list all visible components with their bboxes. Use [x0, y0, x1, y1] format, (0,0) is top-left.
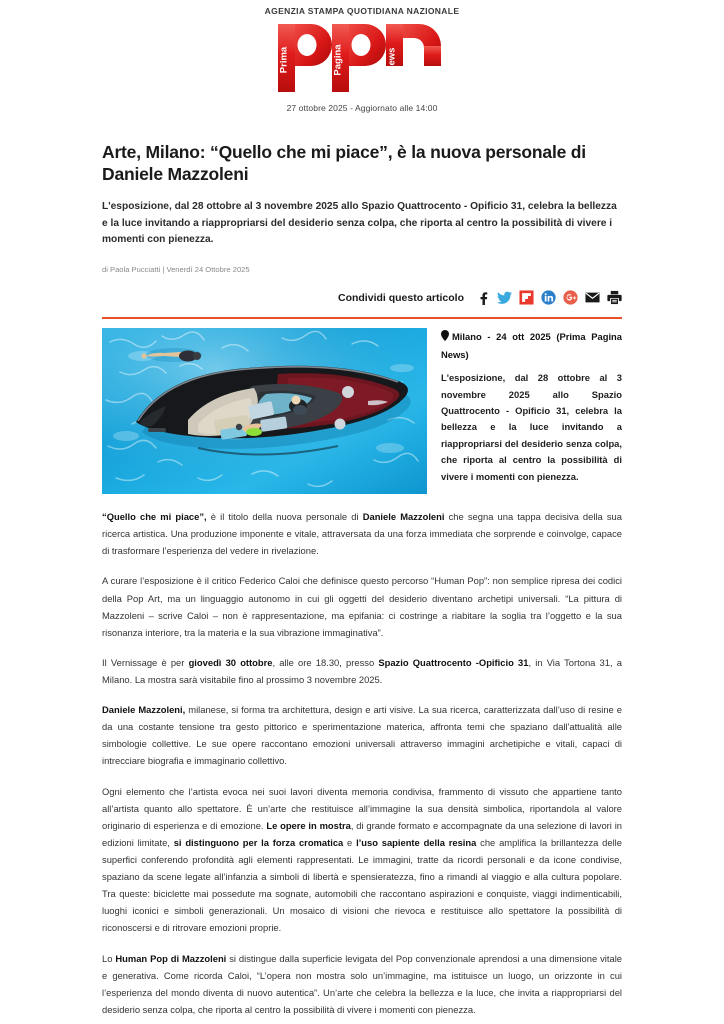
- side-lead-text: L'esposizione, dal 28 ottobre al 3 novembre 2025 allo Spazio Quattrocento - Opificio 31, celebra la bellezza e la luce invitando a riappropriarsi del desiderio senza colpa, che riporta al centro la possibilità di vivere i momenti con pienezza.: [441, 372, 622, 482]
- p5-works: Le opere in mostra: [266, 819, 351, 831]
- article-body: [102, 494, 622, 1018]
- article-byline: di Paola Pucciatti | Venerdì 24 Ottobre 2025: [102, 264, 250, 274]
- site-logo[interactable]: [274, 20, 450, 96]
- photo-side-text: [441, 328, 622, 485]
- facebook-icon[interactable]: [475, 290, 490, 305]
- print-icon[interactable]: [607, 290, 622, 305]
- article-standfirst: L'esposizione, dal 28 ottobre al 3 novembre 2025 allo Spazio Quattrocento - Opificio 31, celebra la bellezza e la luce invitando a riappropriarsi del desiderio senza colpa, che riporta al centro la possibilità di vivere i momenti con pienezza.: [102, 201, 617, 246]
- flipboard-icon[interactable]: [519, 290, 534, 305]
- p3-date: giovedì 30 ottobre: [188, 656, 273, 668]
- twitter-icon[interactable]: [497, 290, 512, 305]
- site-tagline: AGENZIA STAMPA QUOTIDIANA NAZIONALE: [264, 6, 460, 16]
- svg-text:News: News: [386, 47, 398, 73]
- p3-venue: Spazio Quattrocento -Opificio 31: [378, 656, 529, 668]
- p1-quote: “Quello che mi piace”,: [102, 511, 207, 523]
- red-divider: [102, 317, 622, 320]
- p3-a: Il Vernissage è per: [102, 656, 189, 668]
- linkedin-icon[interactable]: [541, 290, 556, 305]
- p5-e: e: [343, 836, 357, 848]
- masthead-date: 27 ottobre 2025 - Aggiornato alle 14:00: [286, 103, 438, 113]
- p5-resin: l’uso sapiente della resina: [356, 836, 477, 848]
- ppn-logo-icon: [274, 20, 450, 96]
- p1-rest: che segna una tappa decisiva della sua ricerca artistica. Una produzione imponente e vitale, attraversata da una forza immediata che sorprende e coinvolge, capace di trasformare l’esperienza del vedere in rivelazione.: [102, 511, 622, 557]
- side-dateline-paragraph: [441, 329, 622, 363]
- body-paragraph-6: [102, 950, 622, 1018]
- body-paragraph-1: [102, 508, 622, 559]
- media-row: [102, 328, 622, 494]
- email-icon[interactable]: [585, 290, 600, 305]
- googleplus-icon[interactable]: [563, 290, 578, 305]
- body-paragraph-3: [102, 654, 622, 688]
- p1-artist: Daniele Mazzoleni: [362, 511, 445, 523]
- p5-chroma: si distinguono per la forza cromatica: [173, 836, 344, 848]
- p4-artist: Daniele Mazzoleni,: [102, 704, 186, 716]
- p1-mid: è il titolo della nuova personale di: [206, 511, 363, 523]
- article-photo: [102, 328, 427, 494]
- svg-text:Pagina: Pagina: [332, 44, 344, 76]
- side-dateline: Milano - 24 ott 2025 (Prima Pagina News): [441, 331, 622, 360]
- page-title: Arte, Milano: “Quello che mi piace”, è la nuova personale di Daniele Mazzoleni: [102, 142, 586, 185]
- p6-humanpop: Human Pop di Mazzoleni: [115, 952, 227, 964]
- p4-rest: milanese, si forma tra architettura, design e arti visive. La sua ricerca, caratterizzata dall’uso di resine e da una costante tensione tra gesto pittorico e sperimentazione materica, affronta temi che spaziano dall'attualità alle simbologie collettive. Le sue opere raccontano emozioni universali attraverso immagini archetipiche e vitali, capaci di intrecciare biografia e immaginario collettivo.: [102, 704, 622, 767]
- site-masthead: [0, 0, 724, 113]
- share-label: Condividi questo articolo: [337, 291, 464, 304]
- p3-e: , in Via Tortona 31, a Milano. La mostra sarà visitabile fino al prossimo 3 novembre 2025.: [102, 656, 622, 686]
- article-container: [102, 113, 622, 1018]
- p5-a: Ogni elemento che l’artista evoca nei suoi lavori diventa memoria condivisa, frammento di vissuto che appartiene tanto all’artista quanto allo spettatore. È un’arte che restituisce all’immagine la sua densità simbolica, riportandola al valore originario di esperienza e di emozione.: [102, 785, 622, 831]
- location-pin-icon: [441, 330, 449, 346]
- body-paragraph-4: [102, 701, 622, 769]
- p6-c: si distingue dalla superficie levigata del Pop convenzionale aprendosi a una dimensione vitale e generativa. Come ricorda Caloi, “L’opera non mostra solo un’immagine, ma istituisce un luogo, un orizzonte in cui l’esperienza del mondo diventa di nuovo autentica”. Un’arte che celebra la bellezza e la luce, che invita a riappropriarsi del desiderio senza colpa, che riporta al centro la possibilità di vivere i momenti con pienezza.: [102, 952, 622, 1015]
- p6-a: Lo: [102, 952, 116, 964]
- p5-c: , di grande formato e accompagnate da una selezione di lavori in edizioni limitate,: [102, 819, 622, 848]
- body-paragraph-2: A curare l’esposizione è il critico Federico Caloi che definisce questo percorso “Human Pop”: non semplice ripresa dei codici della Pop Art, ma un linguaggio autonomo in cui gli oggetti del desiderio diventano archetipi universali. “La pittura di Mazzoleni – scrive Caloi – non è rappresentazione, ma epifania: ci costringe a riabitare la soglia tra l’oggetto e la sua risonanza interiore, tra la materia e la sua vibrazione immaginativa”.: [102, 575, 622, 638]
- share-bar: [102, 288, 622, 308]
- p5-g: che amplifica la brillantezza delle superfici conferendo profondità agli elementi rappresentati. Le immagini, tratte da ricordi personali e da icone condivise, spaziano da scene legate all’infanzia a simboli di libertà e spensieratezza, fino a rimandi al viaggio e alla cultura popolare. Tra queste: biciclette mai possedute ma sognate, automobili che raccontano aspirazioni e conquiste, viaggi indimenticabili, luoghi iconici e simboli generazionali. Un mosaico di visioni che rievoca e restituisce allo spettatore la possibilità di riconoscersi e di ritrovare emozioni proprie.: [102, 836, 622, 934]
- boat-aerial-photo-icon: [102, 328, 427, 494]
- svg-text:Prima: Prima: [278, 46, 290, 74]
- body-paragraph-5: [102, 783, 622, 937]
- p3-c: , alle ore 18.30, presso: [272, 656, 379, 668]
